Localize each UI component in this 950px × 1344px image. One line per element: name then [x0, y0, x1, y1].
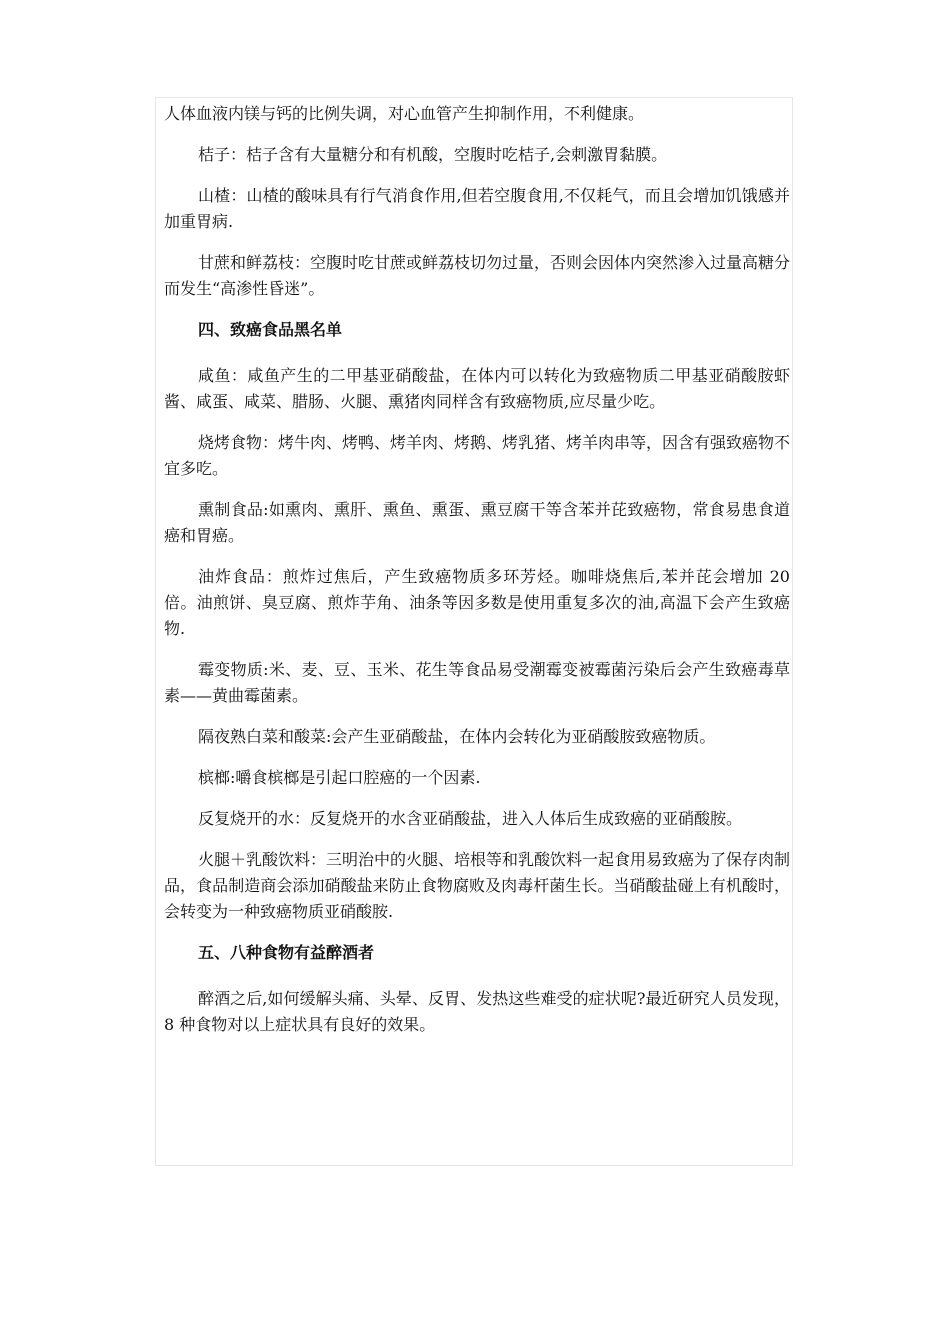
- paragraph-smoked-food: 熏制食品:如熏肉、熏肝、熏鱼、熏蛋、熏豆腐干等含苯并芘致癌物，常食易患食道癌和胃癌。: [164, 500, 790, 545]
- paragraph-reboiled-water: 反复烧开的水：反复烧开的水含亚硝酸盐，进入人体后生成致癌的亚硝酸胺。: [198, 809, 743, 828]
- paragraph-moldy-food: 霉变物质:米、麦、豆、玉米、花生等食品易受潮霉变被霉菌污染后会产生致癌毒草素——黄曲霉菌素。: [164, 660, 790, 705]
- paragraph-ham-lactic-drink: 火腿＋乳酸饮料：三明治中的火腿、培根等和乳酸饮料一起食用易致癌为了保存肉制品，食品制造商会添加硝酸盐来防止食物腐败及肉毒杆菌生长。当硝酸盐碰上有机酸时，会转变为一种致癌物质亚硝酸胺.: [164, 850, 791, 921]
- paragraph-barbecue: 烧烤食物：烤牛肉、烤鸭、烤羊肉、烤鹅、烤乳猪、烤羊肉串等，因含有强致癌物不宜多吃。: [164, 433, 791, 478]
- paragraph-hawthorn: 山楂：山楂的酸味具有行气消食作用,但若空腹食用,不仅耗气，而且会增加饥饿感并加重胃病.: [164, 186, 790, 231]
- paragraph-hangover-intro: 醉酒之后,如何缓解头痛、头晕、反胃、发热这些难受的症状呢?最近研究人员发现，8 种食物对以上症状具有良好的效果。: [164, 989, 790, 1034]
- paragraph-salted-fish: 咸鱼：咸鱼产生的二甲基亚硝酸盐，在体内可以转化为致癌物质二甲基亚硝酸胺虾酱、咸蛋、咸菜、腊肠、火腿、熏猪肉同样含有致癌物质,应尽量少吃。: [164, 366, 790, 411]
- document-body: [164, 101, 790, 1053]
- paragraph-fried-food: 油炸食品：煎炸过焦后，产生致癌物质多环芳烃。咖啡烧焦后,苯并芘会增加 20 倍。油煎饼、臭豆腐、煎炸芋角、油条等因多数是使用重复多次的油,高温下会产生致癌物.: [164, 567, 790, 638]
- paragraph-betel-nut: 槟榔:嚼食槟榔是引起口腔癌的一个因素.: [198, 768, 481, 787]
- paragraph-overnight-vegetables: 隔夜熟白菜和酸菜:会产生亚硝酸盐，在体内会转化为亚硝酸胺致癌物质。: [198, 727, 716, 746]
- section-heading-carcinogenic-foods: 四、致癌食品黑名单: [198, 320, 343, 339]
- section-heading-hangover-foods: 五、八种食物有益醉酒者: [198, 943, 375, 962]
- paragraph-sugarcane-lychee: 甘蔗和鲜荔枝：空腹时吃甘蔗或鲜荔枝切勿过量，否则会因体内突然渗入过量高糖分而发生“高渗性昏迷”。: [164, 253, 791, 298]
- paragraph-magnesium-calcium: 人体血液内镁与钙的比例失调，对心血管产生抑制作用，不利健康。: [164, 104, 645, 123]
- paragraph-orange: 桔子：桔子含有大量糖分和有机酸，空腹时吃桔子,会刺激胃黏膜。: [198, 145, 668, 164]
